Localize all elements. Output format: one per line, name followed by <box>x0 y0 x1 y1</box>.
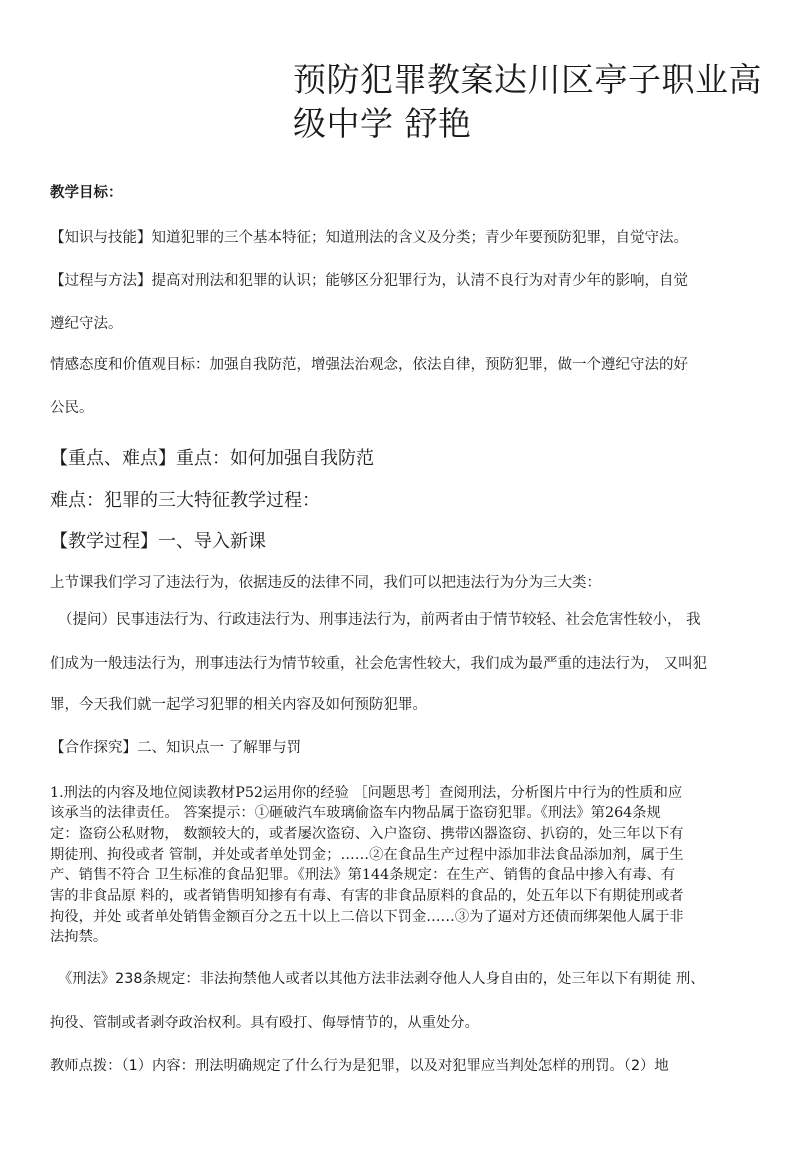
document-title <box>293 58 763 146</box>
intro-line-1: 上节课我们学习了违法行为，依据违反的法律不同，我们可以把违法行为分为三大类： <box>50 575 601 591</box>
process-heading: 【教学过程】一、导入新课 <box>50 531 266 552</box>
intro-line-3: 们成为一般违法行为，刑事违法行为情节较重，社会危害性较大，我们成为最严重的违法行为， 又叫犯 <box>50 656 708 672</box>
point1-line-6: 害的非食品原 料的，或者销售明知掺有有毒、有害的非食品原料的食品的，处五年以下有期徒刑或者 <box>50 888 684 904</box>
objective-emotion-line-2: 公民。 <box>50 400 94 416</box>
point1-line-3: 定：盗窃公私财物， 数额较大的，或者屡次盗窃、入户盗窃、携带凶器盗窃、扒窃的，处三年以下有 <box>50 826 684 842</box>
section2-heading: 【合作探究】二、知识点一 了解罪与罚 <box>50 740 302 756</box>
intro-line-4: 罪，今天我们就一起学习犯罪的相关内容及如何预防犯罪。 <box>50 697 427 713</box>
point1-line-7: 拘役，并处 或者单处销售金额百分之五十以上二倍以下罚金……③为了逼对方还债而绑架他人属于非 <box>50 909 684 925</box>
teacher-note: 教师点拨：（1）内容：刑法明确规定了什么行为是犯罪，以及对犯罪应当判处怎样的刑罚。（2）地 <box>50 1058 669 1074</box>
objective-process-line-1: 【过程与方法】提高对刑法和犯罪的认识；能够区分犯罪行为，认清不良行为对青少年的影响，自觉 <box>50 273 688 289</box>
objective-emotion-line-1: 情感态度和价值观目标：加强自我防范，增强法治观念，依法自律，预防犯罪，做一个遵纪守法的好 <box>50 357 688 373</box>
point1-line-8: 法拘禁。 <box>50 929 108 945</box>
keypoints-line: 【重点、难点】重点：如何加强自我防范 <box>50 448 374 469</box>
point1-line-1: 1.刑法的内容及地位阅读教材P52运用你的经验 ［问题思考］查阅刑法，分析图片中行为的性质和应 <box>50 785 683 801</box>
intro-line-2: （提问）民事违法行为、行政违法行为、刑事违法行为，前两者由于情节较轻、社会危害性较小， 我 <box>58 612 701 628</box>
article238-line-2: 拘役、管制或者剥夺政治权利。具有殴打、侮辱情节的，从重处分。 <box>50 1015 479 1031</box>
point1-line-2: 该承当的法律责任。 答案提示：①砸破汽车玻璃偷盗车内物品属于盗窃犯罪。《刑法》第264条规 <box>50 805 661 821</box>
point1-line-4: 期徒刑、拘役或者 管制，并处或者单处罚金；……②在食品生产过程中添加非法食品添加剂，属于生 <box>50 847 684 863</box>
title-line-2: 级中学 舒艳 <box>293 104 472 143</box>
objective-knowledge: 【知识与技能】知道犯罪的三个基本特征；知道刑法的含义及分类；青少年要预防犯罪，自觉守法。 <box>50 230 688 246</box>
article238-line-1: 《刑法》238条规定：非法拘禁他人或者以其他方法非法剥夺他人人身自由的，处三年以下有期徒 刑、 <box>58 971 705 987</box>
objectives-heading: 教学目标： <box>50 185 123 201</box>
difficulty-line: 难点：犯罪的三大特征教学过程： <box>50 490 320 511</box>
point1-line-5: 产、销售不符合 卫生标准的食品犯罪。《刑法》第144条规定：在生产、销售的食品中掺入有毒、有 <box>50 867 676 883</box>
objective-process-line-2: 遵纪守法。 <box>50 316 123 332</box>
title-line-1: 预防犯罪教案达川区亭子职业高 <box>293 60 762 99</box>
